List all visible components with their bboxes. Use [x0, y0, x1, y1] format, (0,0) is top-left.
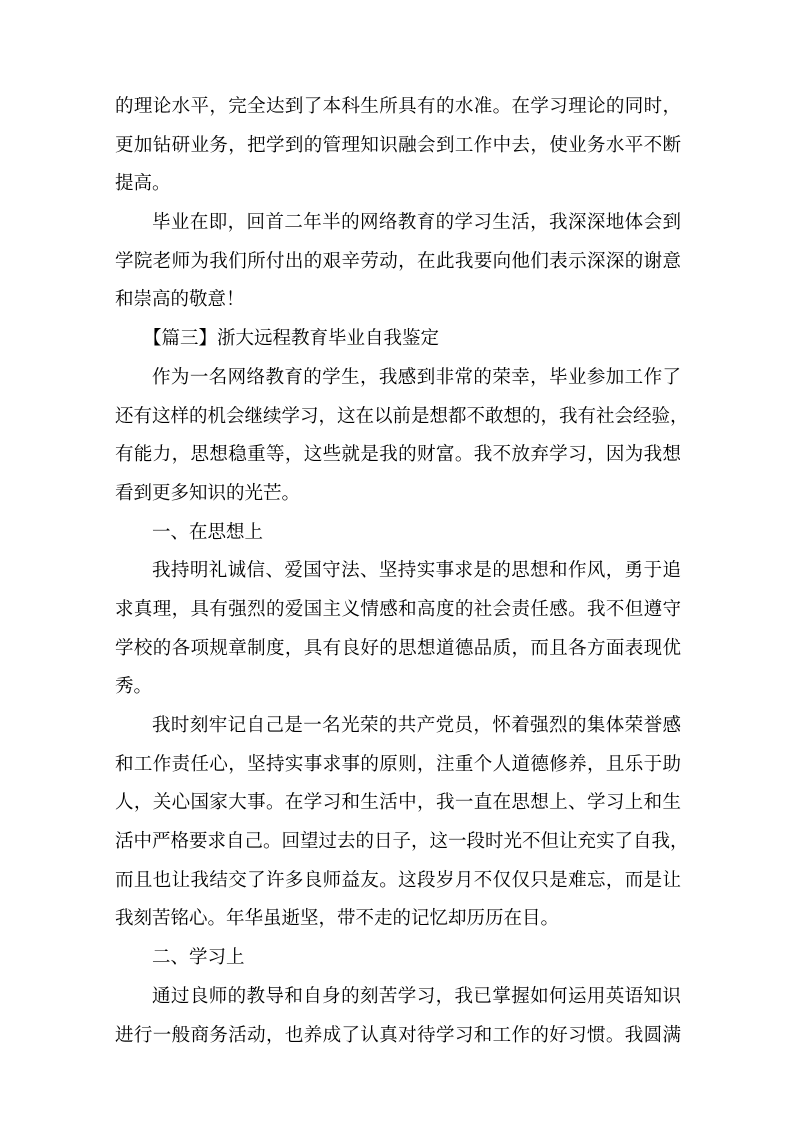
paragraph-line: 更加钻研业务，把学到的管理知识融会到工作中去，使业务水平不断: [115, 134, 681, 156]
paragraph-line: 和工作责任心，坚持实事求事的原则，注重个人道德修养，且乐于助: [115, 753, 681, 775]
paragraph-line: 提高。: [115, 173, 171, 195]
paragraph-line: 通过良师的教导和自身的刻苦学习，我已掌握如何运用英语知识: [152, 985, 681, 1007]
paragraph-line: 我持明礼诚信、爱国守法、坚持实事求是的思想和作风，勇于追: [152, 560, 681, 582]
paragraph-line: 秀。: [115, 676, 153, 698]
paragraph-line: 学校的各项规章制度，具有良好的思想道德品质，而且各方面表现优: [115, 637, 681, 659]
paragraph-line: 看到更多知识的光芒。: [115, 482, 301, 504]
paragraph-line: 作为一名网络教育的学生，我感到非常的荣幸，毕业参加工作了: [152, 366, 681, 388]
section-heading: 【篇三】浙大远程教育毕业自我鉴定: [143, 328, 440, 350]
paragraph-line: 求真理，具有强烈的爱国主义情感和高度的社会责任感。我不但遵守: [115, 598, 681, 620]
paragraph-line: 学院老师为我们所付出的艰辛劳动，在此我要向他们表示深深的谢意: [115, 250, 681, 272]
paragraph-line: 进行一般商务活动，也养成了认真对待学习和工作的好习惯。我圆满: [115, 1024, 681, 1046]
paragraph-line: 的理论水平，完全达到了本科生所具有的水准。在学习理论的同时，: [115, 96, 681, 117]
paragraph-line: 我时刻牢记自己是一名光荣的共产党员，怀着强烈的集体荣誉感: [152, 715, 681, 736]
subsection-heading: 一、在思想上: [152, 521, 264, 543]
paragraph-line: 有能力，思想稳重等，这些就是我的财富。我不放弃学习，因为我想: [115, 444, 681, 466]
document-body: [115, 88, 689, 1055]
paragraph-line: 毕业在即，回首二年半的网络教育的学习生活，我深深地体会到: [152, 212, 681, 234]
paragraph-line: 人，关心国家大事。在学习和生活中，我一直在思想上、学习上和生: [115, 792, 681, 814]
paragraph-line: 活中严格要求自己。回望过去的日子，这一段时光不但让充实了自我，: [115, 831, 689, 853]
subsection-heading: 二、学习上: [152, 947, 245, 969]
paragraph-line: 我刻苦铭心。年华虽逝坚，带不走的记忆却历历在目。: [115, 908, 560, 930]
paragraph-line: 和崇高的敬意！: [115, 289, 245, 311]
paragraph-line: 而且也让我结交了许多良师益友。这段岁月不仅仅只是难忘，而是让: [115, 869, 681, 891]
paragraph-line: 还有这样的机会继续学习，这在以前是想都不敢想的，我有社会经验，: [115, 405, 689, 427]
